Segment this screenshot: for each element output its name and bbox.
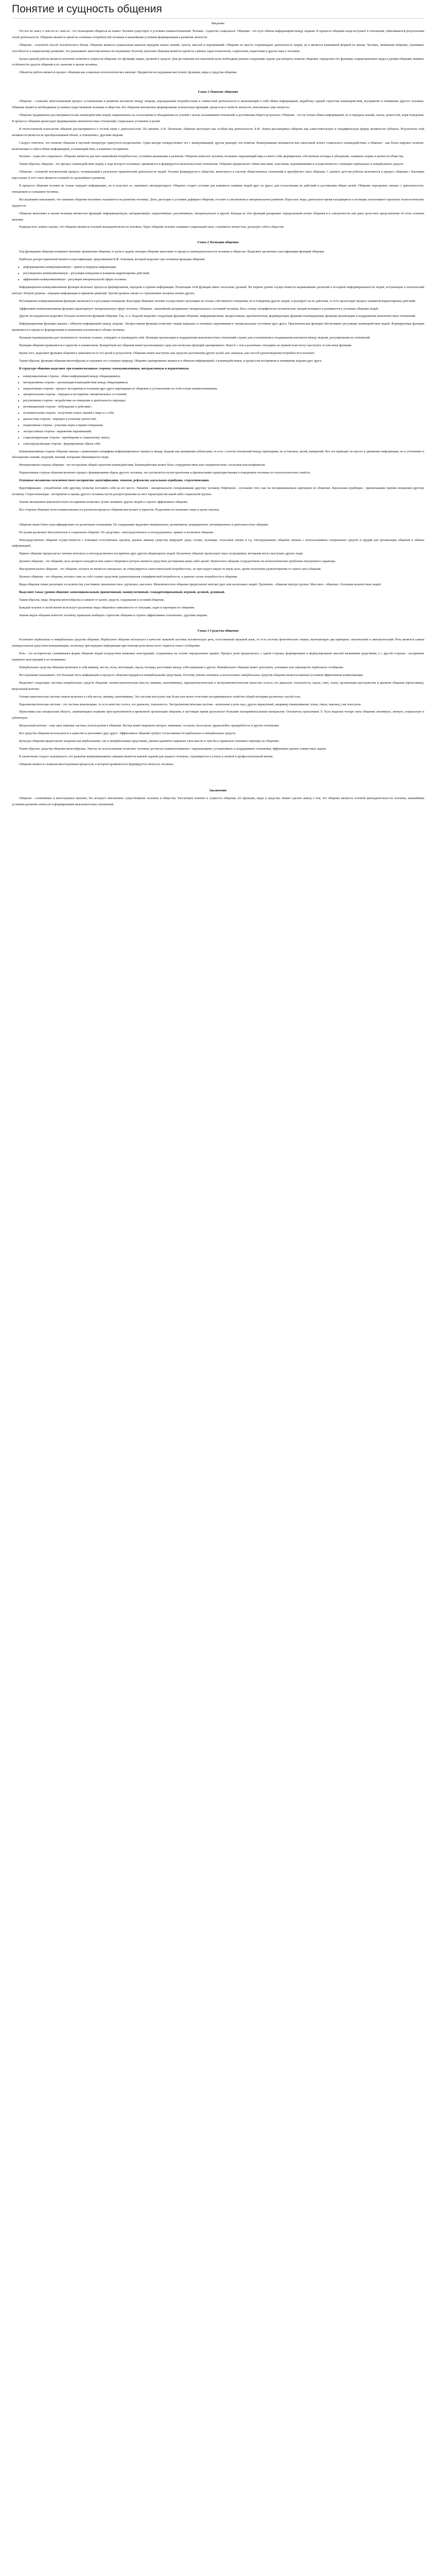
chapter-heading: Глава 1 Понятие общения — [198, 90, 238, 94]
section-gap — [12, 620, 424, 623]
paragraph: Общение - основной способ человеческого бытия. Общение является уникальным каналом передачи наших знаний, чувств, мыслей и переживаний. Общение не просто сопровождает деятельность людей, но и является важнейшей формой их жизни. Человек, лишённый общения, утрачивает способность к нормальному развитию, что доказывают многочисленные исследования. Поэтому изучение общения является одной из главных задач психологии, социологии, педагогики и других наук о человеке. — [12, 43, 424, 53]
paragraph: Прямое общение предполагает личные контакты и непосредственное восприятие друг другом общающихся людей. Косвенное общение происходит через посредников, которыми могут выступать другие люди. — [19, 552, 304, 556]
section-gap — [12, 769, 424, 788]
paragraph: В структуре общения выделяют три взаимосвязанные стороны: коммуникативную, интерактивную и перцептивную. — [19, 366, 189, 370]
paragraph: Общение является сложным многогранным процессом, в котором проявляется и формируется личность человека. — [19, 762, 174, 766]
list-item: • регулятивная сторона - воздействие на поведение и деятельность партнера; — [23, 398, 424, 404]
paragraph: Информационно-коммуникативная функция включает процессы формирования, передачи и приема информации. Реализация этой функции имеет несколько уровней. На первом уровне осуществляется выравнивание различий в исходной информированности людей, вступающих в психический контакт. Второй уровень - передача информации и принятие решений. Третий уровень связан со стремлением человека понять других. — [12, 285, 424, 295]
title-divider — [12, 18, 424, 19]
paragraph: Информационная функция связана с обменом информацией между людьми. Экспрессивная функция позволяет людям выражать и понимать переживания и эмоциональные состояния друг друга. Прагматическая функция обеспечивает регуляцию взаимодействия людей. Формирующая функция проявляется в процессе формирования и изменения психического облика человека. — [12, 322, 424, 332]
paragraph: Таким образом, общение - это процесс взаимодействия людей, в ходе которого возникает, проявляется и формируется межличностные отношения. Общение предполагает обмен мыслями, чувствами, переживаниями и осуществляется с помощью вербальных и невербальных средств. — [19, 162, 404, 166]
paragraph: Исследования показывают, что большая часть информации в процессе общения передается невербальными средствами. Поэтому умение понимать и использовать невербальные средства общения является важным условием эффективной коммуникации. — [19, 673, 364, 677]
paragraph: Различают вербальные и невербальные средства общения. Вербальное общение использует в качестве знаковой системы человеческую речь, естественный звуковой язык, то есть систему фонетических знаков, включающую два принципа: лексический и синтаксический. Речь является самым универсальным средством коммуникации, поскольку при передаче информации при помощи речи менее всего теряется смысл сообщения. — [12, 638, 424, 648]
list-item: • перцептивная сторона - процесс восприятия и познания друг друга партнерами по общению и установление на этой основе взаимопонимания; — [23, 386, 424, 392]
paragraph: Под функциями общения понимают внешние проявления общения, те роли и задачи, которые общение выполняет в процессе жизнедеятельности человека в обществе. Выделяют различные классификации функций общения. — [19, 250, 325, 254]
paragraph: Функция подтверждения дает возможность человеку познать, утвердить и подтвердить себя. Функция организации и поддержания межличностных отношений служит для установления и поддержания контактов между людьми, регулирования их отношений. — [19, 336, 371, 340]
paragraph: Общение - сложный, многоплановый процесс установления и развития контактов между людьми, порождаемый потребностями в совместной деятельности и включающий в себя обмен информацией, выработку единой стратегии взаимодействия, восприятие и понимание другого человека. Общение является необходимым условием существования человека и общества. Без общения невозможно формирование психических функций, процессов и свойств личности, невозможна сама личность. — [12, 99, 424, 110]
section-gap — [12, 232, 424, 235]
list-item: • мотивационная сторона - побуждение к действию; — [23, 404, 424, 410]
paragraph: Выделяют следующие системы невербальных средств общения: оптико-кинетическая (жесты, мимика, пантомимика), паралингвистическая и экстралингвистическая (качество голоса, его диапазон, тональность, паузы, смех, плач), организация пространства и времени общения (проксемика), визуальный контакт. — [12, 681, 424, 691]
paragraph: Общение - сложнейшее и многогранное явление, без которого невозможно существование человека и общества. Рассмотрев понятие и сущность общения, его функции, виды и средства, можно сделать вывод о том, что общение является основой жизнедеятельности человека, важнейшим условием развития личности и формирования межличностных отношений. — [12, 796, 424, 806]
paragraph: Следует отметить, что понятие общения в научной литературе трактуется неоднозначно. Одни авторы отождествляют его с коммуникацией, другие разводят эти понятия. Коммуникация понимается как смысловой аспект социального взаимодействия, а общение - как более широкое понятие, включающее в себя и обмен информацией, и взаимодействие, и взаимное восприятие. — [12, 141, 424, 151]
paragraph: Идентификация - уподобление себя другому, попытка поставить себя на его место. Эмпатия - эмоциональное сопереживание другому человеку. Рефлексия - осознание того, как ты воспринимаешься партнером по общению. Каузальная атрибуция - приписывание причин поведения другому человеку. Стереотипизация - восприятие и оценка другого человека путем распространения на него характеристик какой-либо социальной группы. — [12, 486, 424, 496]
function-list — [12, 264, 424, 283]
paragraph: Непосредственное общение осуществляется с помощью естественных органов, данных живому существу природой: руки, голова, туловище, голосовые связки и т.д. Опосредованное общение связано с использованием специальных средств и орудий для организации общения и обмена информацией. — [12, 538, 424, 548]
aspect-list — [12, 374, 424, 447]
paragraph: Деловое общение - это общение, цель которого находится вне самого общения и которое является средством достижения каких-либо целей. Личностное общение сосредоточено на психологических проблемах внутреннего характера. — [19, 560, 336, 564]
paragraph: Интерактивная сторона общения - это построение общей стратегии взаимодействия. Взаимодействие может быть сотрудничеством или соперничеством, согласием или конфликтом. — [19, 463, 266, 467]
paragraph: Аффективно-коммуникативная функция характеризует эмоциональную сферу человека. Общение - важнейший детерминант эмоциональных состояний человека. Весь спектр специфически человеческих эмоций возникает и развивается в условиях общения людей. — [19, 307, 379, 311]
paragraph: По целям различают биологическое и социальное общение. По средствам - непосредственное и опосредованное, прямое и косвенное общение. — [19, 530, 214, 534]
paragraph: Основные механизмы межличностного восприятия: идентификация, эмпатия, рефлексия, каузальная атрибуция, стереотипизация. — [19, 479, 210, 483]
paragraph: Знание видов общения помогает человеку правильно выбирать стратегию общения и строить эффективные отношения с другими людьми. — [19, 613, 208, 617]
paragraph: В заключение следует подчеркнуть, что развитие коммуникативных навыков является важной задачей для каждого человека, стремящегося к успеху в личной и профессиональной жизни. — [19, 754, 273, 758]
paragraph: Все стороны общения тесно взаимосвязаны и в реальном процессе общения выступают в единстве. Разделение их возможно лишь в целях анализа. — [19, 507, 220, 512]
paragraph: Кроме того, выделяют функции общения в зависимости от его целей и результатов. Общение может выступать как средство достижения других целей, как самоцель, как способ удовлетворения потребности в контакте. — [19, 351, 316, 355]
paragraph: Перцептивная сторона общения включает процесс формирования образа другого человека, что достигается путем прочтения за физическими характеристиками и поведением человека его психологических свойств. — [19, 471, 311, 475]
list-item: • интерактивная сторона - организация взаимодействия между общающимися; — [23, 380, 424, 386]
paragraph: Таким образом, функции общения многообразны и отражают его сложную природу. Общение одновременно является и обменом информацией, и взаимодействием, и процессом восприятия и понимания людьми друг друга. — [19, 359, 322, 363]
article-body — [12, 21, 424, 807]
paragraph: Паралингвистическая система - это система вокализации, то есть качество голоса, его диапазон, тональность. Экстралингвистическая система - включение в речь пауз, других вкраплений, например покашливания, плача, смеха, наконец, сам темп речи. — [19, 702, 361, 706]
list-item: • информационно-коммуникативную - прием и передача информации; — [23, 264, 424, 270]
section-gap — [12, 77, 424, 84]
paragraph: Общение может быть классифицировано по различным основаниям. По содержанию выделяют материальное, когнитивное, кондиционное, мотивационное и деятельностное общение. — [19, 522, 269, 527]
paragraph: Инструментальное общение - это общение, которое не является самоцелью, не стимулируется самостоятельной потребностью, но преследует какую-то иную цель, кроме получения удовлетворения от самого акта общения. — [19, 567, 322, 571]
paragraph: Общение традиционно рассматривается как взаимодействие людей, направленное на согласование и объединение их усилий с целью налаживания отношений и достижения общего результата. Общение - это не только обмен информацией, но и передача знаний, опыта, ценностей, норм поведения. В процессе общения происходит формирование межличностных отношений, социальных установок и ролей. — [12, 113, 424, 123]
paragraph: Другие исследователи выделяют большее количество функций общения. Так, А.А. Бодалёв выделяет следующие функции общения: информационная, экспрессивная, прагматическая, формирующая, функция подтверждения, функция организации и поддержания межличностных отношений. — [19, 314, 416, 318]
paragraph: Тот кто не знает, о чем его и с кем он - тот полноценно общаться не может. Человек существует в условиях взаимоотношений. Человек - существо социальное. Общение - это путь обмена информацией между людьми. В процессе общения люди вступают в отношения, обмениваются результатами своей деятельности. Общение является одной из основных потребностей человека и важнейшим условием формирования и развития личности. — [12, 29, 424, 39]
paragraph: В отечественной психологии общение рассматривается в тесной связи с деятельностью. По мнению А.Н. Леонтьева, общение выступает как особый вид деятельности. Б.Ф. Ломов рассматривал общение как самостоятельную и специфическую форму активности субъекта. Результатом этой активности является не преобразованный объект, а отношения с другими людьми. — [12, 127, 424, 137]
conclusion-heading: Заключение — [209, 788, 227, 792]
paragraph: Общение - основной человеческий процесс, возникающий в результате практической деятельности людей. Человек формируется в обществе, включается в систему общественных отношений и приобретает опыт общения. С раннего детства ребенок включается в процесс общения с близкими взрослыми, и этот опыт является основой его дальнейшего развития. — [12, 170, 424, 180]
list-item: • аффективно-коммуникативную - регуляция эмоциональной сферы человека. — [23, 277, 424, 283]
paragraph: Визуальный контакт - еще одна знаковая система, используемая в общении. Взгляд может выражать интерес, внимание, согласие, несогласие, дружелюбие, враждебность и другие отношения. — [19, 724, 280, 728]
list-item: • нормативная сторона - усвоение норм и правил поведения; — [23, 422, 424, 429]
chapter-heading: Глава 2 Функции общения — [197, 241, 239, 245]
paragraph: Функции общения проявляются в единстве и взаимосвязи. Конкретный акт общения может реализовывать одну или несколько функций одновременно. Вместе с тем в различных ситуациях на первый план могут выступать те или иные функции. — [19, 344, 352, 348]
paragraph: Знание механизмов межличностного восприятия позволяет лучше понимать других людей и строить эффективное общение. — [19, 500, 188, 504]
list-item: • регуляционно-коммуникативную - регуляция поведения и взаимная корректировка действий; — [23, 270, 424, 277]
paragraph: Коммуникативная сторона общения связана с выявлением специфики информационного процесса между людьми как активными субъектами, то есть с учетом отношений между партнерами, их установок, целей, намерений. Все это приводит не просто к движению информации, но к уточнению и обогащению знаний, сведений, мнений, которыми обмениваются люди. — [12, 449, 424, 460]
paragraph: Целевое общение - это общение, которое само по себе служит средством удовлетворения специфической потребности, в данном случае потребности в общении. — [19, 575, 238, 579]
paragraph: Проксемика как специальная область, занимающаяся нормами пространственной и временной организации общения, в настоящее время располагает большим экспериментальным материалом. Основатель проксемики Э. Холл выделил четыре зоны общения: интимную, личную, социальную и публичную. — [12, 710, 424, 720]
paragraph: Каждый человек в своей жизни использует различные виды общения в зависимости от ситуации, задач и партнеров по общению. — [19, 605, 196, 609]
paragraph: Целью данной работы является изучение понятия и сущности общения, его функций, видов, уровней и средств. Для достижения поставленной цели необходимо решить следующие задачи: рассмотреть понятие общения; определить его функции; охарактеризовать виды и уровни общения; выявить особенности средств общения и их значение в жизни человека. — [12, 57, 425, 67]
paragraph: Выделяют также уровни общения: конвенциональный, примитивный, манипулятивный, стандартизированный, игровой, деловой, духовный. — [19, 590, 225, 594]
list-item: • коммуникативная сторона - обмен информацией между общающимися; — [23, 374, 424, 380]
list-item: • эмоциональная сторона - передача и восприятие эмоциональных состояний; — [23, 392, 424, 398]
list-item: • познавательная сторона - получение новых знаний о мире и о себе; — [23, 410, 424, 416]
paragraph: Все средства общения используются в единстве и дополняют друг друга. Эффективное общение требует согласованности вербальных и невербальных средств. — [19, 732, 236, 736]
intro-heading: Введение — [212, 22, 224, 25]
paragraph: Человек - существо социальное. Общение является для него важнейшей потребностью, условием выживания и развития. Общение помогает человеку познавать окружающий мир и самого себя, формировать собственные взгляды и убеждения, осваивать нормы и ценности общества. — [19, 155, 404, 159]
paragraph: Таким образом, виды общения многообразны и зависят от целей, средств, содержания и условий общения. — [19, 598, 165, 602]
paragraph: Речь - это исторически сложившаяся форма общения людей посредством языковых конструкций, создаваемых на основе определенных правил. Процесс речи предполагает, с одной стороны, формирование и формулирование мыслей языковыми средствами, а с другой стороны - восприятие языковых конструкций и их понимание. — [12, 652, 424, 662]
list-item: • ценностная сторона - передача и усвоение ценностей; — [23, 416, 424, 422]
paragraph: Невербальные средства общения включают в себя мимику, жесты, позы, интонацию, паузы, взгляды, расстояние между собеседниками и другие. Невербальное общение может дополнять, усиливать или опровергать вербальное сообщение. — [19, 666, 344, 670]
list-item: • экспрессивная сторона - выражение переживаний; — [23, 429, 424, 435]
section-gap — [12, 515, 424, 522]
paragraph: Объектом работы является процесс общения как социально-психологическое явление. Предметом исследования выступают функции, виды и средства общения. — [19, 71, 237, 75]
page-title: Понятие и сущность общения — [12, 3, 162, 15]
paragraph: Культура общения предполагает владение как вербальными, так и невербальными средствами, умение адекватно выражать свои мысли и чувства и правильно понимать партнера по общению. — [19, 739, 280, 743]
paragraph: Оптико-кинетическая система знаков включает в себя жесты, мимику, пантомимику. Эта система выступает как более или менее отчетливо воспринимаемое свойство общей моторики различных частей тела. — [19, 694, 301, 699]
paragraph: Регуляционно-коммуникативная функция заключается в регуляции поведения. Благодаря общению человек осуществляет регуляцию не только собственного поведения, но и поведения других людей, и реагирует на их действия, то есть происходит процесс взаимной корректировки действий. — [19, 299, 416, 303]
paragraph: Исследования показывают, что лишение общения негативно сказывается на развитии человека. Дети, растущие в условиях дефицита общения, отстают в умственном и эмоциональном развитии. Взрослые люди, длительное время находящиеся в изоляции, испытывают серьезные психологические трудности. — [12, 197, 424, 208]
paragraph: Подводя итог, можно сказать, что общение является основой жизнедеятельности человека. Через общение человек осваивает социальный опыт, становится личностью, реализует себя в обществе. — [19, 225, 285, 229]
list-item: • социализирующая сторона - приобщение к социальному опыту; — [23, 435, 424, 441]
paragraph: Виды общения также различают по количеству участников: межличностное, групповое, массовое. Межличностное общение предполагает контакт двух или нескольких людей. Групповое - общение внутри группы. Массовое - общение с большим количеством людей. — [19, 582, 381, 586]
paragraph: Наиболее распространенной является классификация, предложенная Б.Ф. Ломовым, который выделяет три основные функции общения: — [19, 258, 205, 262]
paragraph: Общение выполняет в жизни человека множество функций: информационную, интерактивную, перцептивную, регулятивную, эмоциональную и другие. Каждая из этих функций раскрывает определенный аспект общения и в совокупности они дают целостное представление об этом сложном явлении. — [12, 211, 424, 222]
chapter-heading: Глава 3 Средства общения — [197, 629, 239, 633]
list-item: • самоопределяющая сторона - формирование образа себя. — [23, 441, 424, 447]
paragraph: Таким образом, средства общения многообразны. Умелое их использование позволяет человеку достигать взаимопонимания с окружающими, устанавливать и поддерживать отношения, эффективно решать совместные задачи. — [19, 747, 327, 751]
paragraph: В процессе общения человек не только передает информацию, но и получает ее, оценивает, интерпретирует. Общение создает условия для взаимного влияния людей друг на друга, для согласования их действий и достижения общих целей. Общение неразрывно связано с деятельностью, поведением и сознанием человека. — [12, 184, 424, 194]
